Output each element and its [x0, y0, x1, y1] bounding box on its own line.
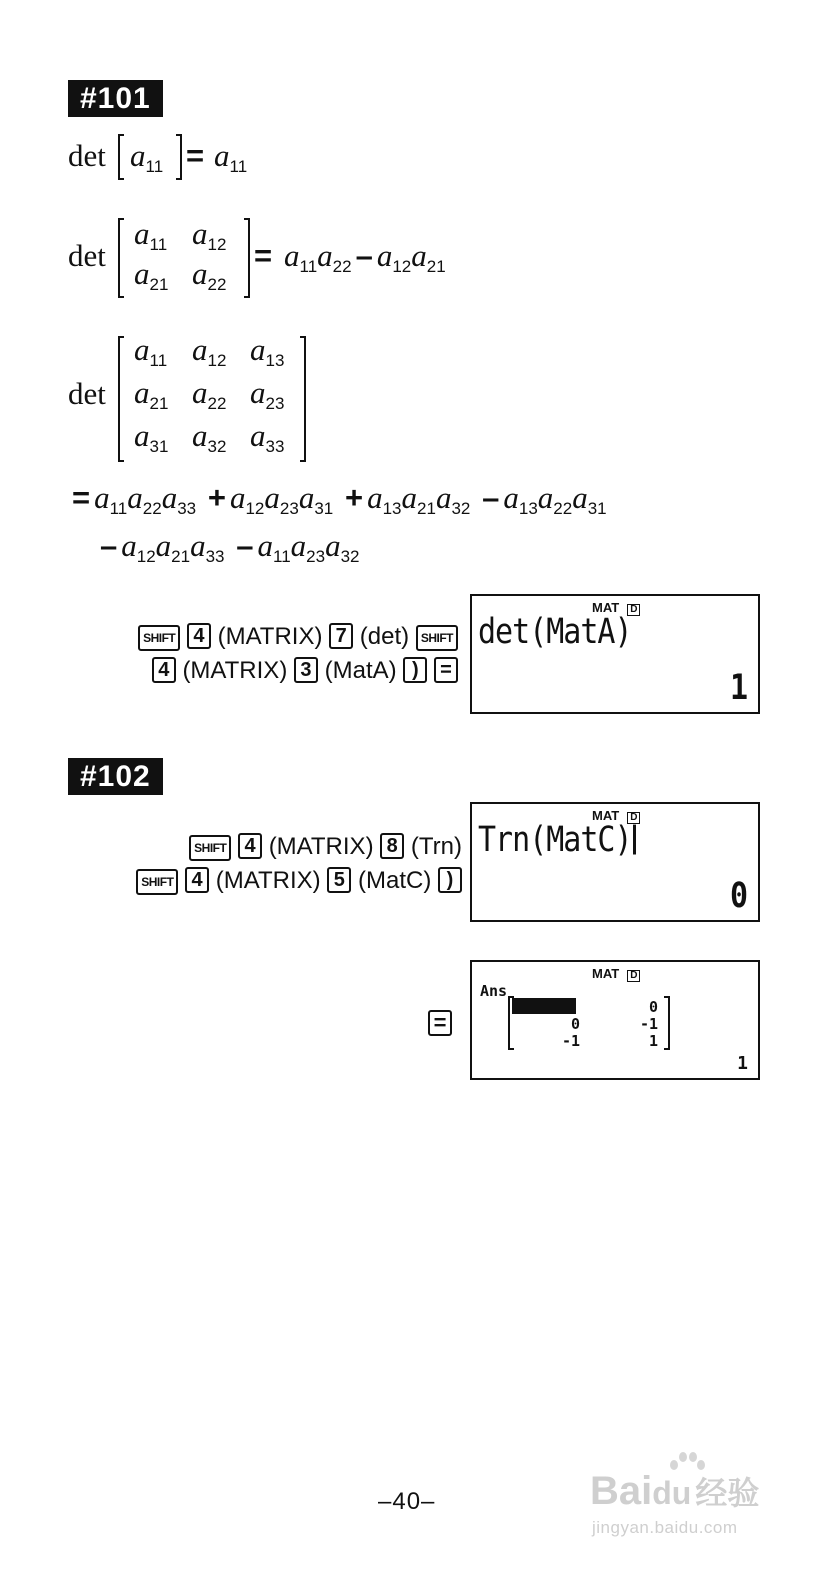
key-sequence-101 [138, 620, 458, 688]
lcd-matrix-cell: 1 [648, 1032, 658, 1050]
product-term [367, 480, 471, 518]
calc-key[interactable]: 4 [152, 657, 176, 683]
math-term: $a_{33}$ [161, 480, 197, 518]
calc-key[interactable]: 8 [380, 833, 404, 859]
calc-key[interactable]: 4 [185, 867, 209, 893]
equals-key[interactable]: = [428, 1010, 452, 1036]
math-term: $a_{23}$ [290, 528, 326, 566]
math-term: $a_{31}$ [572, 480, 607, 518]
operator: = [72, 480, 91, 515]
lcd-matrix-row [510, 1015, 668, 1032]
lcd-input-line [478, 820, 636, 860]
matrix-row [134, 332, 308, 375]
expansion-line-2 [96, 528, 360, 567]
matrix-entry: a [130, 138, 146, 173]
matrix-3x3 [118, 332, 306, 462]
math-term: $a_{11}$ [134, 216, 168, 254]
equals-key-step [428, 1008, 452, 1042]
math-term: $a_{11}$ [134, 332, 168, 370]
operator: – [236, 528, 254, 563]
baidu-watermark [590, 1450, 790, 1540]
lcd-matrix-cell: -1 [561, 1032, 580, 1050]
matrix-row [134, 216, 250, 256]
watermark-brand: Bai [590, 1469, 653, 1513]
shift-key[interactable]: SHIFT [416, 625, 458, 651]
operator: + [344, 480, 364, 515]
key-line-1 [136, 830, 462, 864]
cursor-icon [633, 825, 636, 855]
math-term: $a_{22}$ [192, 256, 227, 294]
matrix-entry [250, 332, 308, 375]
matrix-2x2 [118, 218, 250, 298]
calculator-display-det [470, 594, 760, 714]
calc-key[interactable]: 5 [327, 867, 351, 893]
product-term [94, 480, 197, 518]
math-term: $a_{32}$ [325, 528, 360, 566]
watermark-url: jingyan.baidu.com [592, 1518, 738, 1537]
lcd-matrix-cell: 0 [570, 1015, 580, 1033]
lcd-result: 1 [729, 668, 748, 709]
matrix-entry [192, 216, 250, 256]
key-function-label: (MATRIX) [268, 833, 374, 860]
section-badge-101: #101 [68, 80, 163, 117]
det-word: det [68, 376, 106, 411]
math-term: $a_{12}$ [192, 332, 227, 370]
equation-det-3x3 [68, 332, 768, 566]
product-term [503, 480, 607, 518]
key-line-2 [136, 864, 462, 898]
math-term: $a_{12}$ [192, 216, 227, 254]
deg-indicator: D [627, 812, 640, 824]
key-function-label: (MatA) [324, 657, 397, 684]
det-word: det [68, 138, 106, 173]
ans-label: Ans [480, 982, 508, 1000]
matrix-row [134, 418, 308, 461]
lcd-matrix-row [510, 1032, 668, 1049]
math-term: $a_{21}$ [411, 238, 446, 276]
math-term: $a_{23}$ [264, 480, 299, 518]
math-term: $a_{13}$ [367, 480, 402, 518]
key-sequence-102 [136, 830, 462, 898]
mat-indicator: MAT [592, 808, 620, 823]
matrix-entry [134, 418, 192, 461]
calc-key[interactable]: ) [403, 657, 427, 683]
calc-key[interactable]: 4 [187, 623, 211, 649]
key-function-label: (MATRIX) [215, 867, 321, 894]
matrix-entry [250, 418, 308, 461]
math-term: $a_{23}$ [250, 375, 285, 413]
math-term: $a_{32}$ [435, 480, 471, 518]
math-term: $a_{11}$ [94, 480, 128, 518]
mat-indicator: MAT [592, 600, 620, 615]
math-term: $a_{33}$ [190, 528, 225, 566]
math-term: $a_{22}$ [127, 480, 162, 518]
calc-key[interactable]: 4 [238, 833, 262, 859]
section-badge-102: #102 [68, 758, 163, 795]
lcd-input-line: det(MatA) [478, 612, 632, 653]
matrix-entry [192, 332, 250, 375]
key-function-label: (MATRIX) [217, 623, 323, 650]
matrix-entry [250, 375, 308, 418]
math-term: $a_{12}$ [229, 480, 265, 518]
matrix-entry [134, 332, 192, 375]
lcd-input-text: Trn(MatC) [478, 820, 632, 861]
key-line-2 [138, 654, 458, 688]
operator: + [207, 480, 226, 515]
product-term [121, 528, 225, 566]
math-term: $a_{32}$ [192, 418, 227, 456]
lcd-matrix-cell: -1 [639, 1015, 658, 1033]
key-line-1 [138, 620, 458, 654]
matrix-entry [134, 216, 192, 256]
product-term [257, 528, 360, 566]
matrix-entry [192, 375, 250, 418]
shift-key[interactable]: SHIFT [138, 625, 180, 651]
matrix-entry [134, 256, 192, 296]
mat-indicator: MAT [592, 966, 620, 981]
math-term: $a_{13}$ [250, 332, 285, 370]
math-term: $a_{33}$ [250, 418, 285, 456]
math-term: $a_{31}$ [134, 418, 169, 456]
math-term: $a_{12}$ [376, 238, 412, 276]
lcd-result: 0 [729, 876, 748, 917]
calculator-display-matrix [470, 960, 760, 1080]
math-term: $a_{21}$ [155, 528, 191, 566]
math-term: $a_{31}$ [298, 480, 334, 518]
deg-indicator: D [627, 970, 640, 982]
shift-key[interactable]: SHIFT [189, 835, 231, 861]
key-function-label: (det) [359, 623, 410, 650]
math-term: $a_{21}$ [134, 256, 169, 294]
calc-key[interactable]: 7 [329, 623, 353, 649]
matrix-entry-sub: 11 [145, 157, 164, 176]
det-word: det [68, 238, 106, 273]
matrix-entry [192, 256, 250, 296]
operator: – [100, 528, 118, 563]
math-term: $a_{22}$ [537, 480, 573, 518]
shift-key[interactable]: SHIFT [136, 869, 178, 895]
deg-indicator: D [627, 604, 640, 616]
math-term: $a_{22}$ [317, 238, 352, 276]
rhs-sub: 11 [229, 157, 248, 176]
minus-op: – [355, 238, 373, 273]
key-function-label: (Trn) [410, 833, 462, 860]
matrix-row [134, 375, 308, 418]
calculator-display-trn [470, 802, 760, 922]
matrix-entry [192, 418, 250, 461]
key-function-label: (MATRIX) [182, 657, 288, 684]
matrix-row [134, 256, 250, 296]
math-term: $a_{13}$ [503, 480, 538, 518]
math-term: $a_{21}$ [401, 480, 436, 518]
status-indicators [592, 966, 640, 982]
operator: – [482, 480, 500, 515]
matrix-1x1 [118, 134, 182, 180]
lcd-corner-value: 1 [737, 1053, 748, 1074]
watermark-brand-cn: 经验 [695, 1475, 760, 1511]
product-term [229, 480, 334, 518]
matrix-output [508, 996, 670, 1050]
equation-2-rhs [284, 238, 446, 277]
math-term: $a_{12}$ [121, 528, 156, 566]
math-term: $a_{11}$ [257, 528, 291, 566]
expansion-line-1 [68, 480, 607, 519]
key-function-label: (MatC) [358, 867, 432, 894]
matrix-entry [134, 375, 192, 418]
lcd-matrix-cell: 0 [648, 998, 658, 1016]
equation-det-1x1: det $a_{11}$ = $a_{11}$ [68, 136, 368, 186]
math-term: $a_{21}$ [134, 375, 169, 413]
calc-key[interactable]: 3 [294, 657, 318, 683]
lcd-matrix-row [510, 998, 668, 1015]
rhs-var: a [214, 138, 230, 173]
math-term: $a_{11}$ [284, 238, 318, 276]
page-number: –40– [378, 1488, 436, 1515]
calc-key[interactable]: = [434, 657, 458, 683]
calc-key[interactable]: ) [438, 867, 462, 893]
equation-det-2x2: det $a_{11}$ $a_{12}$ $a_{21}$ $a_{22}$ = $a_{11}a_{22} - a_{12}a_{21}$ [68, 218, 568, 302]
math-term: $a_{22}$ [192, 375, 227, 413]
watermark-brand-du: du [652, 1475, 692, 1511]
